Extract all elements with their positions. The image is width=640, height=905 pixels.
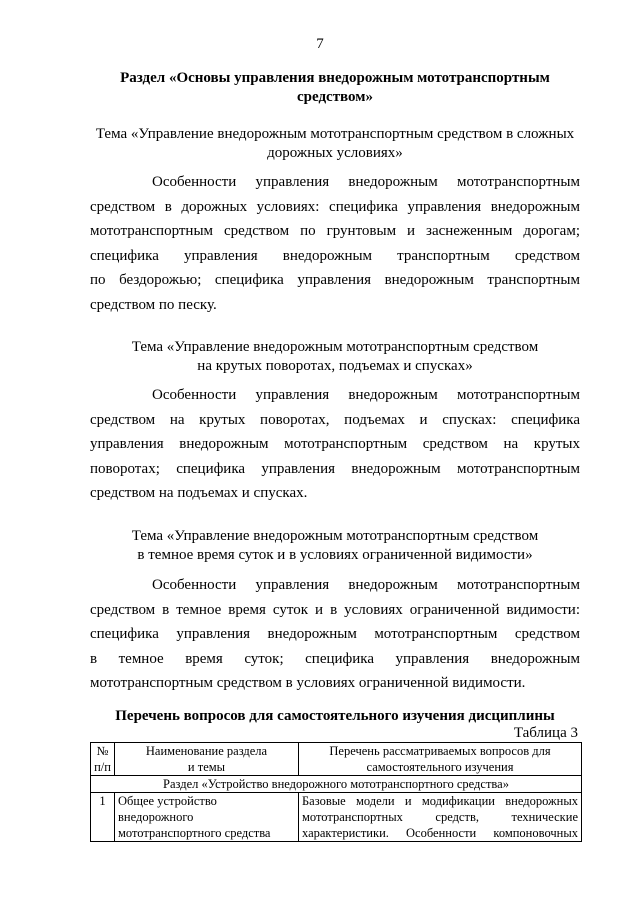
- section-title-line: средством»: [296, 89, 373, 105]
- topic-title-line: на крутых поворотах, подъемах и спусках»: [197, 358, 473, 374]
- topic-paragraph-3: [90, 573, 580, 696]
- header-questions-cell: [299, 743, 582, 776]
- row-name-line: Общее устройство: [118, 794, 217, 808]
- topic-title-2: [90, 338, 580, 376]
- topic-title-1: [90, 125, 580, 163]
- paragraph-line: средством в дорожных условиях: специфика управления внедорожным: [90, 198, 580, 215]
- header-text: самостоятельного изучения: [366, 760, 514, 774]
- header-text: №: [96, 744, 109, 758]
- topic-title-line: Тема «Управление внедорожным мототранспортным средством: [131, 339, 539, 355]
- list-title: Перечень вопросов для самостоятельного изучения дисциплины: [115, 708, 555, 724]
- paragraph-line: средством на подъемах и спусках.: [90, 485, 308, 502]
- paragraph-line: средством на крутых поворотах, подъемах и спусках: специфика: [90, 411, 580, 428]
- row-name-cell: [115, 793, 299, 842]
- table-header-row: [91, 743, 582, 776]
- table-row: [91, 793, 582, 842]
- table-label: Таблица 3: [513, 725, 578, 741]
- topic-title-3: [90, 527, 580, 565]
- header-text: и темы: [187, 760, 226, 774]
- topic-paragraph-1: [90, 170, 580, 318]
- row-name-line: внедорожного: [118, 810, 194, 824]
- paragraph-line: мототранспортным средством в условиях ограниченной видимости.: [90, 675, 526, 692]
- paragraph-line: Особенности управления внедорожным мототранспортным: [152, 577, 580, 593]
- section-title-line: Раздел «Основы управления внедорожным мототранспортным: [120, 70, 550, 86]
- header-num-cell: [91, 743, 115, 776]
- paragraph-line: в темное время суток; специфика управления внедорожным: [90, 650, 580, 667]
- topic-paragraph-2: [90, 383, 580, 506]
- header-text: Перечень рассматриваемых вопросов для: [329, 744, 551, 758]
- paragraph-line: средством по песку.: [90, 296, 217, 313]
- paragraph-line: специфика управления внедорожным транспортным средством: [90, 247, 580, 264]
- table-section-row: [91, 776, 582, 793]
- header-text: п/п: [94, 760, 111, 774]
- section-title: [90, 69, 580, 107]
- row-questions-line: мототранспортных средств, технические: [302, 810, 578, 824]
- paragraph-line: Особенности управления внедорожным мототранспортным: [152, 387, 580, 403]
- page-number: 7: [316, 36, 324, 52]
- section-row-cell: Раздел «Устройство внедорожного мототранспортного средства»: [91, 776, 582, 793]
- row-questions-line: характеристики. Особенности компоновочных: [302, 826, 578, 840]
- questions-table: [90, 742, 582, 842]
- paragraph-line: по бездорожью; специфика управления внедорожным транспортным: [90, 272, 580, 289]
- paragraph-line: мототранспортным средством по грунтовым и заснеженным дорогам;: [90, 223, 580, 240]
- row-questions-cell: [299, 793, 582, 842]
- paragraph-line: Особенности управления внедорожным мототранспортным: [152, 174, 580, 190]
- paragraph-line: специфика управления внедорожным мототранспортным средством: [90, 626, 580, 643]
- topic-title-line: в темное время суток и в условиях ограниченной видимости»: [137, 547, 533, 563]
- topic-title-line: Тема «Управление внедорожным мототранспортным средством: [131, 528, 539, 544]
- row-name-line: мототранспортного средства: [118, 826, 271, 840]
- row-questions-line: Базовые модели и модификации внедорожных: [302, 794, 578, 808]
- header-text: Наименование раздела: [145, 744, 268, 758]
- row-num-cell: 1: [91, 793, 115, 842]
- paragraph-line: средством в темное время суток и в условиях ограниченной видимости:: [90, 601, 580, 618]
- topic-title-line: Тема «Управление внедорожным мототранспортным средством в сложных: [95, 126, 575, 142]
- paragraph-line: поворотах; специфика управления внедорожным мототранспортным: [90, 460, 580, 477]
- header-name-cell: [115, 743, 299, 776]
- topic-title-line: дорожных условиях»: [267, 145, 403, 161]
- paragraph-line: управления внедорожным мототранспортным средством на крутых: [90, 436, 580, 453]
